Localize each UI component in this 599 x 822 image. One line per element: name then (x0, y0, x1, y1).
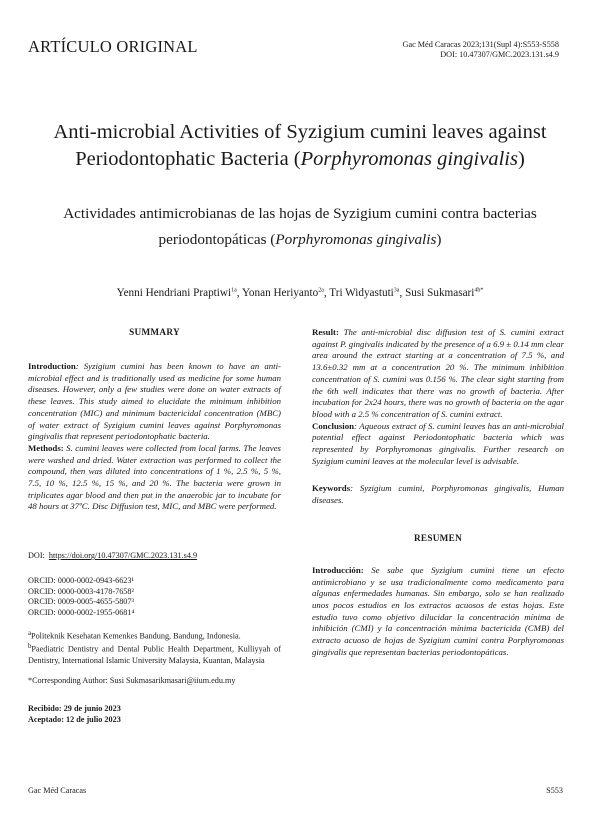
methods-label: Methods: (28, 442, 64, 453)
section-label: ARTÍCULO ORIGINAL (28, 37, 198, 56)
summary-introduction (28, 361, 281, 443)
summary-conclusion (312, 421, 564, 468)
summary-result (312, 327, 564, 421)
doi-line (28, 551, 281, 562)
author-name: Susi Sukmasari (405, 287, 475, 299)
resumen-introduction (312, 565, 564, 659)
author-affiliation-mark: 3a (393, 287, 400, 294)
author (242, 287, 324, 299)
affiliation-text: Paediatric Dentistry and Dental Public Health Department, Kulliyyah of Dentistry, International Islamic University Malaysia, Kuantan, Malaysia (28, 644, 281, 665)
orcid-entry[interactable]: ORCID: 0000-0002-1955-0681⁴ (28, 607, 135, 617)
spanish-title-close: ) (436, 231, 442, 248)
orcid-entry[interactable]: ORCID: 0009-0005-4655-5807³ (28, 597, 134, 607)
affiliation (28, 642, 281, 666)
result-label: Result: (312, 327, 339, 337)
conclusion-label: Conclusion (312, 420, 355, 431)
spanish-title-species: Porphyromonas gingivalis (275, 231, 437, 248)
keywords-label: Keywords (312, 483, 351, 494)
received-date: Recibido: 29 de junio 2023 (28, 703, 121, 713)
title-close: ) (517, 148, 525, 170)
resumen-intro-text: Se sabe que Syzigium cumini tiene un efecto antimicrobiano y se usa tradicionalmente como medicamento para algunas enfermedades humanas. Sin embargo, solo se han realizado unos pocos estudios en los extractos acuosos de estas hojas. Este estudio tuvo como objetivo dilucidar la concentración mínima de inhibición (CMI) y la concentración mínima bactericida (CMB) del extracto acuoso de hojas de Syzigium cumini contra Porphyromonas gingivalis que representan bacterias periodontopáticas. (312, 564, 564, 657)
right-column (312, 327, 564, 658)
affiliation-list (28, 629, 281, 667)
affiliation-mark: a (28, 629, 32, 637)
intro-label: Introduction (28, 361, 76, 371)
author-name: Yenni Hendriani Praptiwi (116, 287, 232, 299)
result-text: The anti-microbial disc diffusion test of S. cumini extract against P. gingivalis indicated by the presence of a 6.9 ± 0.14 mm clear area around the extract starting at a concentration of 7.5 %, and 13.6±0.32 mm at a concentration 20 %. The minimum inhibition concentration of S. cumini was 0.156 %. The clear sight starting from the 6th well indicates that there was no growth of bacteria. After incubation for 2x24 hours, there was no growth of bacteria on the agar blood with a 2.5 % concentration of S. cumini extract. (312, 327, 564, 419)
article-title (20, 119, 580, 173)
affiliation-mark: b (28, 643, 32, 651)
spanish-title-text: Actividades antimicrobianas de las hojas de Syzigium cumini contra bacterias periodontopáticas ( (63, 205, 537, 248)
author (329, 287, 399, 299)
left-column (28, 327, 281, 725)
resumen-intro-label: Introducción: (312, 564, 364, 575)
accepted-date: Aceptado: 12 de julio 2023 (28, 714, 121, 724)
author-affiliation-mark: 4b* (474, 287, 484, 294)
doi-link[interactable]: https://doi.org/10.47307/GMC.2023.131.s4.9 (48, 551, 198, 561)
corresponding-author: *Corresponding Author: Susi Sukmasarikmasari@iium.edu.my (28, 676, 236, 686)
keywords (312, 483, 564, 506)
title-text: Anti-microbial Activities of Syzigium cumini leaves against Periodontophatic Bacteria ( (53, 121, 547, 170)
journal-citation: Gac Méd Caracas 2023;131(Supl 4):S553-S558 (402, 40, 559, 49)
author-list: Yenni Hendriani Praptiwi$^{1a}$, Yonan Heriyanto$^{2a}$, Tri Widyastuti$^{3a}$, Susi Sukmasari$^{4b*}$ (116, 287, 484, 299)
author (117, 287, 237, 299)
summary-heading: SUMMARY (129, 327, 180, 337)
journal-doi: DOI: 10.47307/GMC.2023.131.s4.9 (440, 50, 559, 60)
orcid-entry[interactable]: ORCID: 0000-0002-0943-6623¹ (28, 575, 134, 585)
author-name: Yonan Heriyanto (241, 287, 319, 299)
affiliation-text: Politeknik Kesehatan Kemenkes Bandung, Bandung, Indonesia. (31, 631, 241, 641)
footer-journal: Gac Méd Caracas (28, 786, 87, 795)
methods-text: S. cumini leaves were collected from local farms. The leaves were washed and dried. Water extraction was performed to collect the compound, then was diluted into concentrations of 1 %, 2.5 %, 5 %, 7.5, 10 %, 12.5 %, 15 %, and 20 %. The bacteria were grown in triplicates agar blood and then put in the anaerobic jar to incubate for 48 hours at 37ºC. Disc Diffusion test, MIC, and MBC were performed. (28, 442, 281, 512)
doi-label: DOI: (28, 551, 45, 561)
keywords-text: : Syzigium cumini, Porphyromonas gingivalis, Human diseases. (312, 483, 564, 506)
author-affiliation-mark: 1a (231, 287, 237, 294)
spanish-title (20, 201, 580, 253)
author-name: Tri Widyastuti (329, 287, 394, 299)
page-number: S553 (546, 786, 563, 795)
title-species: Porphyromonas gingivalis (300, 148, 518, 170)
journal-reference (403, 40, 559, 61)
orcid-list (28, 576, 281, 619)
affiliation (28, 629, 281, 642)
author-affiliation-mark: 2a (318, 287, 324, 294)
summary-methods (28, 443, 281, 513)
conclusion-text: : Aqueous extract of S. cumini leaves has an anti-microbial potential effect against Periodontophatic bacteria which was represented by Porphyromonas gingivalis. Further research on Syzigium cumini leaves at the molecular level is advisable. (312, 420, 564, 466)
orcid-entry[interactable]: ORCID: 0000-0003-4178-7658² (28, 586, 134, 596)
author (405, 287, 483, 299)
article-dates (28, 704, 281, 725)
intro-text: : Syzigium cumini has been known to have an anti-microbial effect and is traditionally used as medicine for some human diseases. However, only a few studies were done on water extracts of these leaves. This study aimed to elucidate the minimum inhibition concentration (MIC) and minimum bactericidal concentration (MBC) of water extract of Syzigium cumini leaves against Porphyromonas gingivalis that represent periodontophatic bacteria. (28, 361, 281, 442)
resumen-heading: RESUMEN (413, 532, 463, 543)
